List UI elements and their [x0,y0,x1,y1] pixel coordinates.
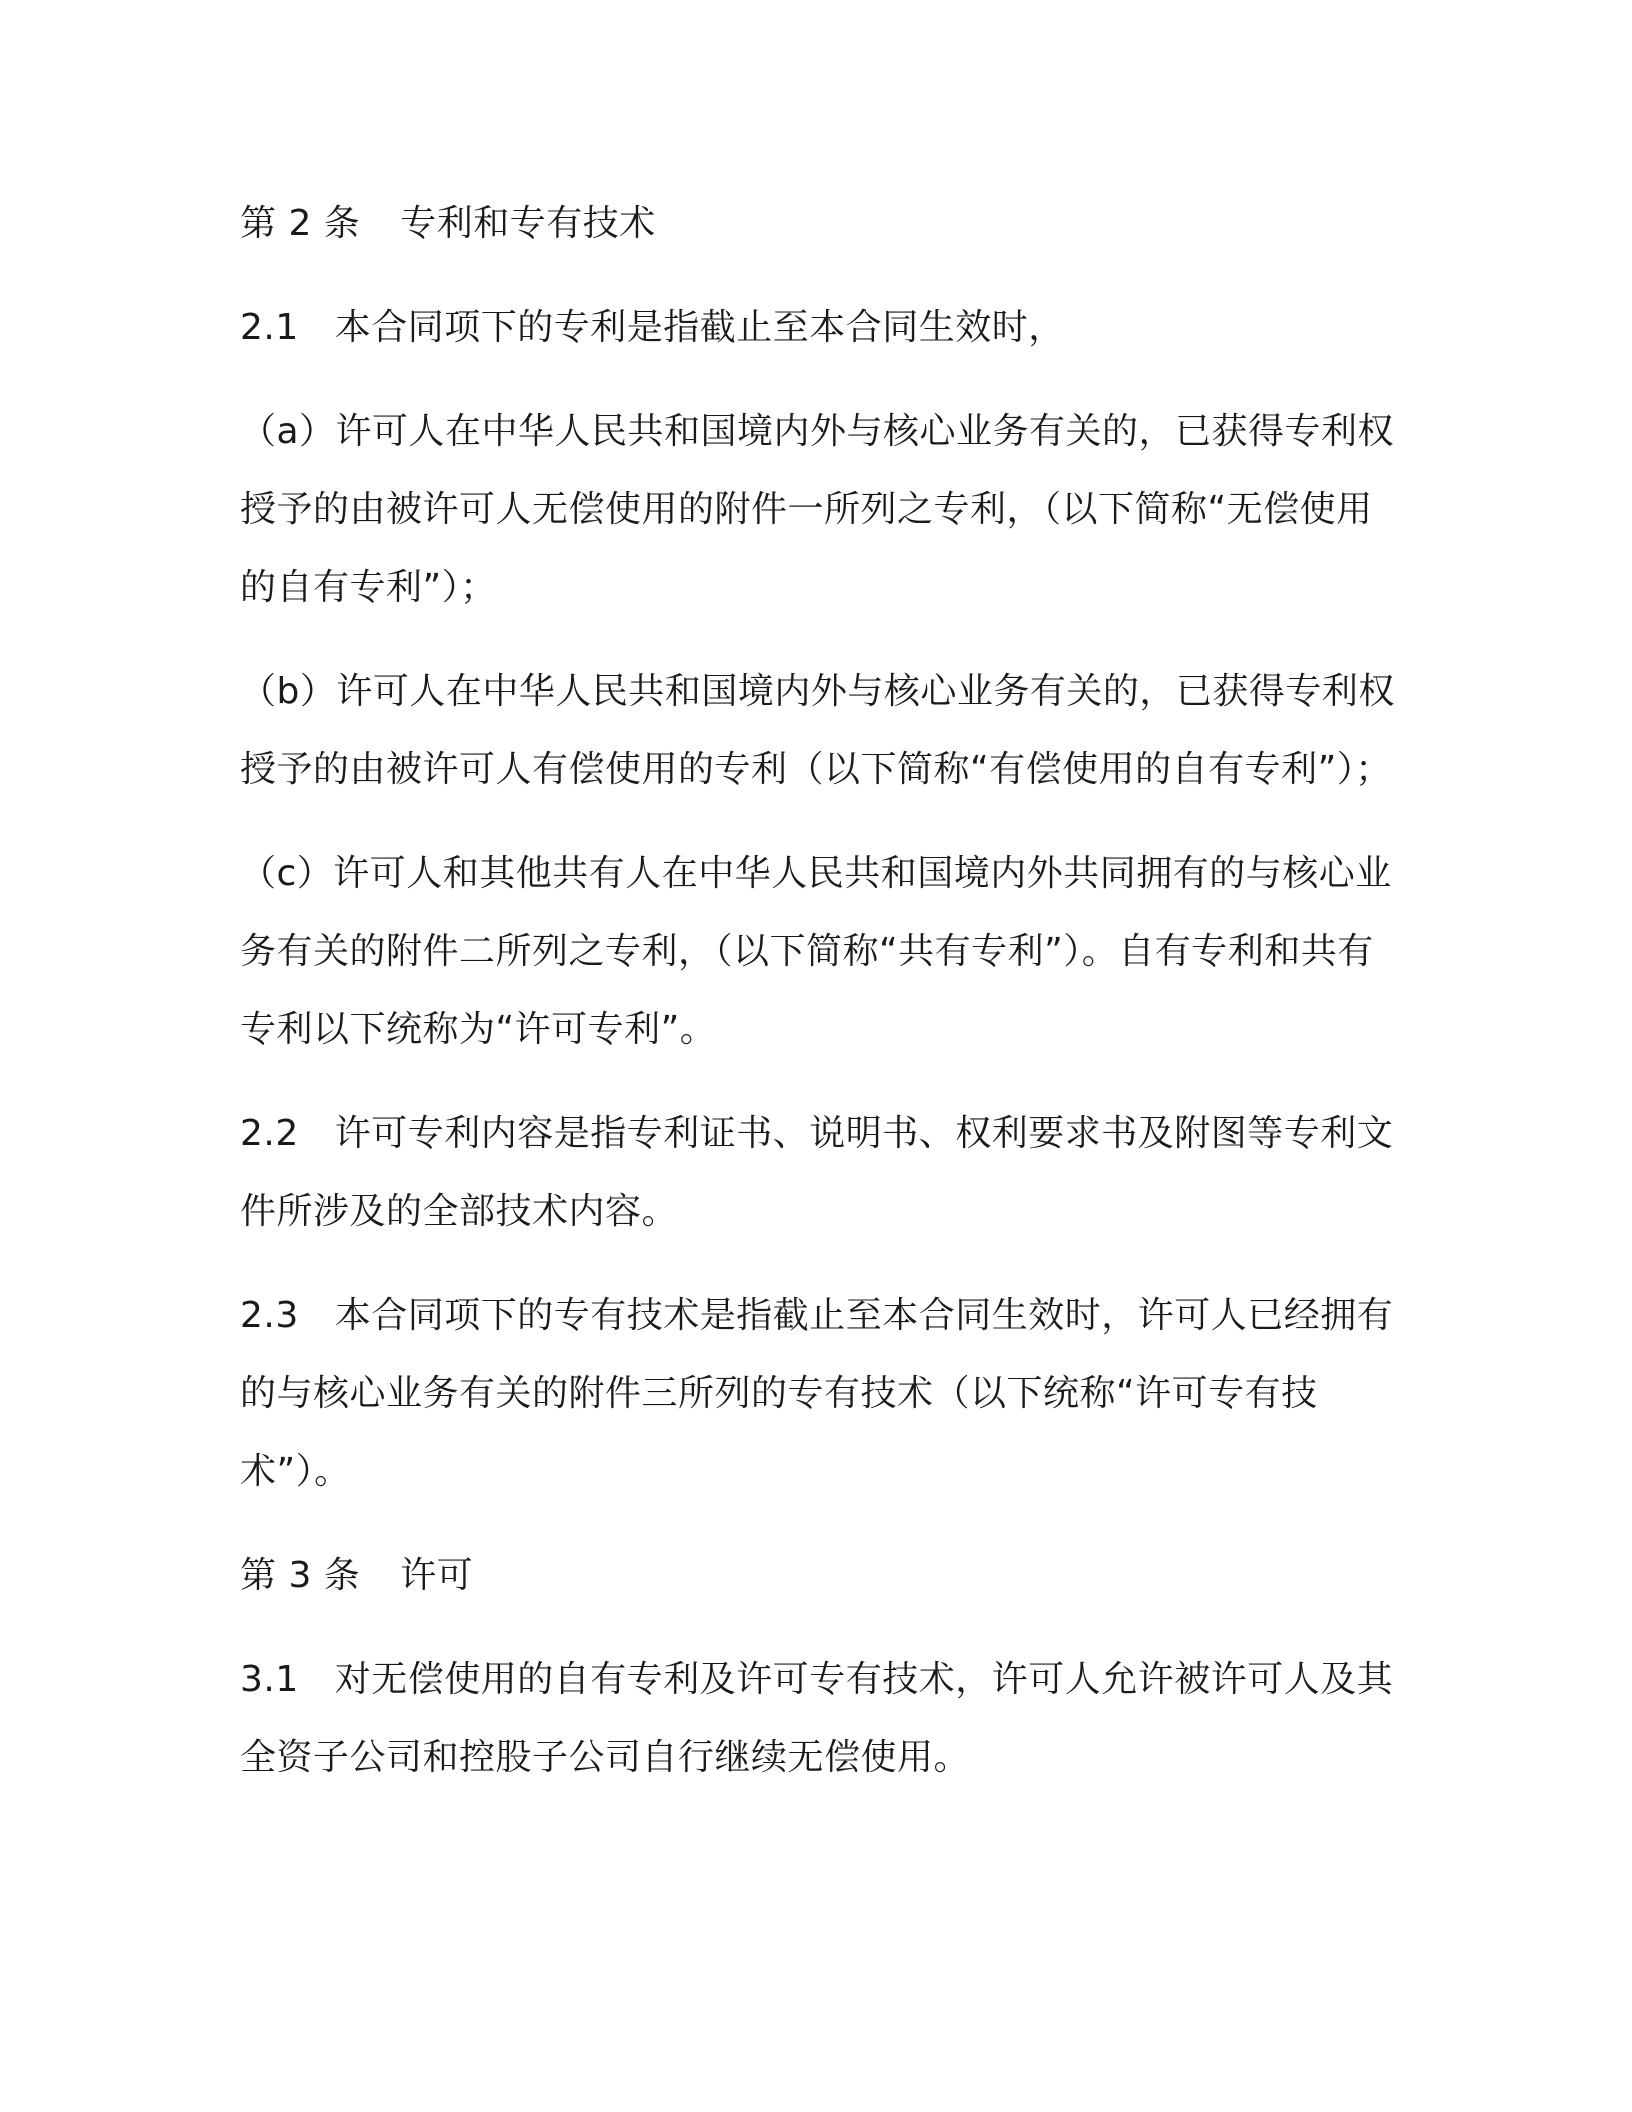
clause-2-1 [240,289,1400,367]
clause-text: 对无偿使用的自有专利及许可专有技术，许可人允许被许可人及其全资子公司和控股子公司自行继续无偿使用。 [240,1659,1394,1778]
clause-number: 2.2 [240,1113,299,1154]
article-number: 第 3 条 [240,1555,361,1596]
clause-2-3 [240,1277,1400,1511]
clause-text: （c）许可人和其他共有人在中华人民共和国境内外共同拥有的与核心业务有关的附件二所列之专利，（以下简称“共有专利”）。自有专利和共有专利以下统称为“许可专利”。 [240,853,1392,1050]
article-title: 许可 [400,1555,474,1596]
clause-text: 本合同项下的专有技术是指截止至本合同生效时，许可人已经拥有的与核心业务有关的附件三所列的专有技术（以下统称“许可专有技术”）。 [240,1295,1394,1492]
article-3-heading [240,1537,1400,1615]
clause-text: （b）许可人在中华人民共和国境内外与核心业务有关的，已获得专利权授予的由被许可人有偿使用的专利（以下简称“有偿使用的自有专利”）； [240,671,1395,790]
clause-number: 2.3 [240,1295,299,1336]
article-title: 专利和专有技术 [400,203,656,244]
clause-text: （a）许可人在中华人民共和国境内外与核心业务有关的，已获得专利权授予的由被许可人无偿使用的附件一所列之专利，（以下简称“无偿使用的自有专利”）； [240,411,1395,608]
article-2-heading [240,185,1400,263]
clause-text: 本合同项下的专利是指截止至本合同生效时， [334,307,1065,348]
clause-2-1-c [240,835,1400,1069]
clause-2-1-b [240,653,1400,809]
article-number: 第 2 条 [240,203,361,244]
clause-3-1 [240,1641,1400,1797]
clause-text: 许可专利内容是指专利证书、说明书、权利要求书及附图等专利文件所涉及的全部技术内容。 [240,1113,1394,1232]
clause-2-2 [240,1095,1400,1251]
document-body [240,185,1400,1823]
clause-number: 3.1 [240,1659,299,1700]
clause-2-1-a [240,393,1400,627]
clause-number: 2.1 [240,307,299,348]
